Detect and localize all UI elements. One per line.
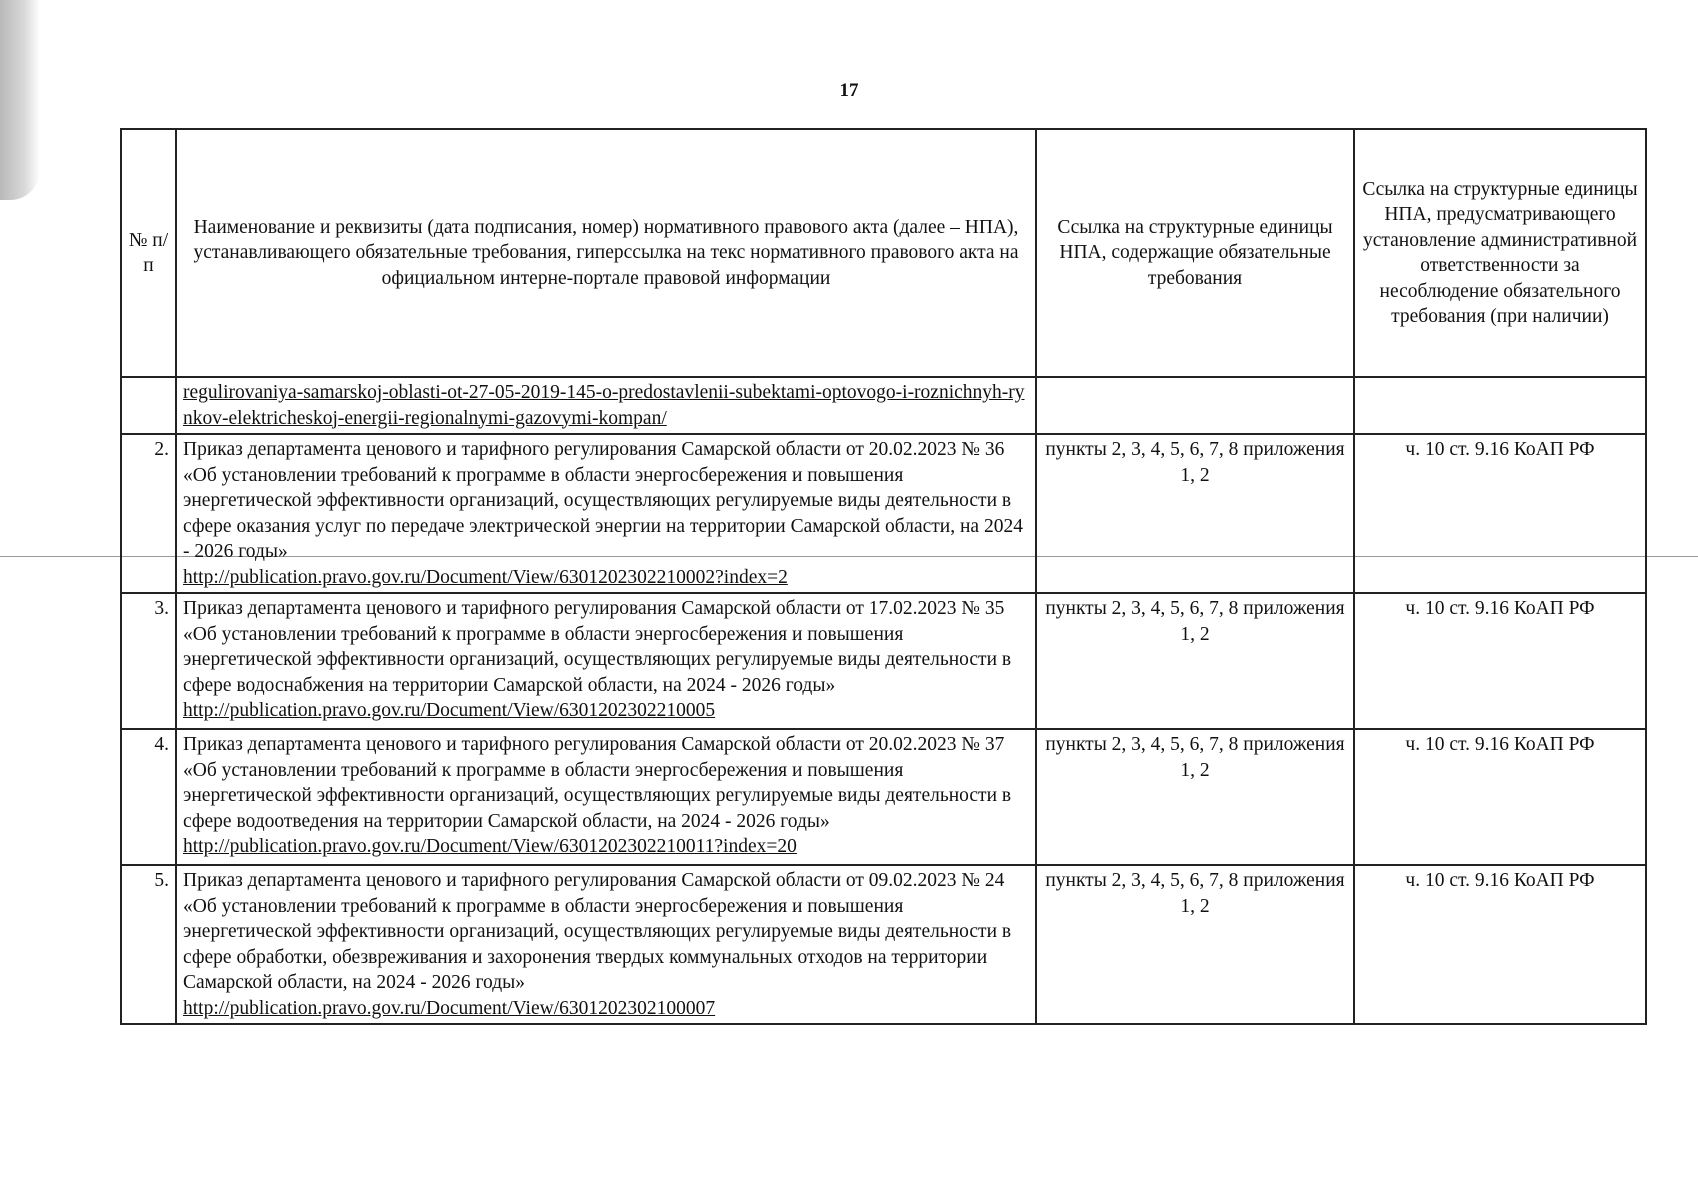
header-name: Наименование и реквизиты (дата подписания, номер) нормативного правового акта (далее – НПА), устанавливающего обязательные требования, гиперссылка на текс нормативного правового акта на официальном интерне-портале правовой информации [176, 129, 1036, 377]
header-liability-units: Ссылка на структурные единицы НПА, предусматривающего установление административной ответственности за несоблюдение обязательного требования (при наличии) [1354, 129, 1646, 377]
npa-title: Приказ департамента ценового и тарифного регулирования Самарской области от 09.02.2023 № 24 «Об установлении требований к программе в области энергосбережения и повышения энергетической эффективности организаций, осуществляющих регулируемые виды деятельности в сфере обработки, обезвреживания и захоронения твердых коммунальных отходов на территории Самарской области, на 2024 - 2026 годы» [183, 870, 1012, 993]
cell-liability: ч. 10 ст. 9.16 КоАП РФ [1354, 865, 1646, 1024]
table-row-continuation [121, 377, 1646, 434]
cell-req: пункты 2, 3, 4, 5, 6, 7, 8 приложения 1, 2 [1036, 593, 1354, 729]
cell-name [176, 434, 1036, 593]
npa-link[interactable]: http://publication.pravo.gov.ru/Document/View/6301202302100007 [183, 997, 716, 1019]
cell-num: 3. [121, 593, 176, 729]
cell-liability: ч. 10 ст. 9.16 КоАП РФ [1354, 434, 1646, 593]
npa-link[interactable]: http://publication.pravo.gov.ru/Document/View/6301202302210011?index=20 [183, 836, 797, 857]
cell-name [176, 593, 1036, 729]
table-row [121, 593, 1646, 729]
cell-liability [1354, 377, 1646, 434]
cell-liability: ч. 10 ст. 9.16 КоАП РФ [1354, 593, 1646, 729]
page-number: 17 [839, 80, 859, 101]
table-row [121, 434, 1646, 593]
table-row [121, 865, 1646, 1024]
cell-num [121, 377, 176, 434]
table-row [121, 729, 1646, 865]
table-header-row [121, 129, 1646, 377]
cell-name [176, 865, 1036, 1024]
cell-req [1036, 377, 1354, 434]
cell-name [176, 729, 1036, 865]
requirements-table [120, 128, 1647, 1025]
cell-num: 2. [121, 434, 176, 593]
cell-liability: ч. 10 ст. 9.16 КоАП РФ [1354, 729, 1646, 865]
npa-title: Приказ департамента ценового и тарифного регулирования Самарской области от 20.02.2023 № 36 «Об установлении требований к программе в области энергосбережения и повышения энергетической эффективности организаций, осуществляющих регулируемые виды деятельности в сфере оказания услуг по передаче электрической энергии на территории Самарской области, на 2024 - 2026 годы» [183, 439, 1023, 562]
cell-name [176, 377, 1036, 434]
npa-link[interactable]: http://publication.pravo.gov.ru/Document/View/6301202302210005 [183, 700, 716, 721]
header-num: № п/п [121, 129, 176, 377]
cell-num: 5. [121, 865, 176, 1024]
cell-req: пункты 2, 3, 4, 5, 6, 7, 8 приложения 1, 2 [1036, 434, 1354, 593]
npa-title: Приказ департамента ценового и тарифного регулирования Самарской области от 17.02.2023 № 35 «Об установлении требований к программе в области энергосбережения и повышения энергетической эффективности организаций, осуществляющих регулируемые виды деятельности в сфере водоснабжения на территории Самарской области, на 2024 - 2026 годы» [183, 598, 1012, 696]
header-req-units: Ссылка на структурные единицы НПА, содержащие обязательные требования [1036, 129, 1354, 377]
npa-title: Приказ департамента ценового и тарифного регулирования Самарской области от 20.02.2023 № 37 «Об установлении требований к программе в области энергосбережения и повышения энергетической эффективности организаций, осуществляющих регулируемые виды деятельности в сфере водоотведения на территории Самарской области, на 2024 - 2026 годы» [183, 734, 1012, 832]
npa-link[interactable]: regulirovaniya-samarskoj-oblasti-ot-27-05-2019-145-o-predostavlenii-subektami-optovogo-i-roznichnyh-rynkov-elektricheskoj-energii-regionalnymi-gazovymi-kompan/ [183, 382, 1025, 429]
cell-req: пункты 2, 3, 4, 5, 6, 7, 8 приложения 1, 2 [1036, 865, 1354, 1024]
cell-num: 4. [121, 729, 176, 865]
cell-req: пункты 2, 3, 4, 5, 6, 7, 8 приложения 1, 2 [1036, 729, 1354, 865]
npa-link[interactable]: http://publication.pravo.gov.ru/Document/View/6301202302210002?index=2 [183, 566, 788, 588]
